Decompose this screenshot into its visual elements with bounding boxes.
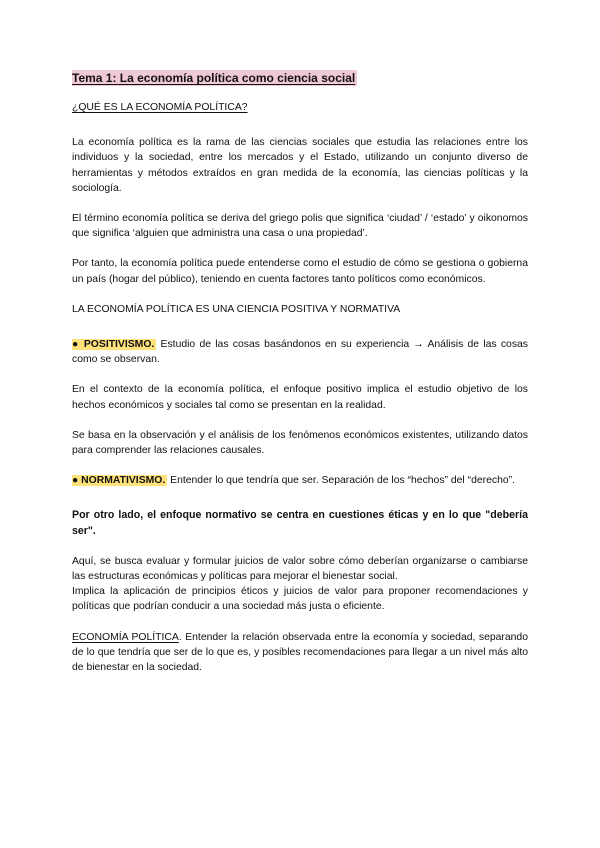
positivismo-text: Estudio de las cosas basándonos en su experiencia → Análisis de las cosas como se observan. (72, 339, 528, 366)
document-title: Tema 1: La economía política como ciencia social (72, 71, 356, 85)
normativismo-text: Entender lo que tendría que ser. Separación de los “hechos” del “derecho”. (167, 475, 515, 487)
positivismo-term: ● POSITIVISMO. (72, 339, 155, 351)
paragraph-principios: Implica la aplicación de principios éticos y juicios de valor para proponer recomendaciones y políticas que podrían conducir a una sociedad más justa o eficiente. (72, 586, 528, 613)
paragraph-etimologia: El término economía política se deriva del griego polis que significa ‘ciudad’ / ‘estado’ y oikonomos que significa ‘alguien que administra una casa o una propiedad’. (72, 213, 528, 240)
section-heading-ciencia: LA ECONOMÍA POLÍTICA ES UNA CIENCIA POSITIVA Y NORMATIVA (72, 303, 401, 315)
paragraph-evaluar: Aquí, se busca evaluar y formular juicios de valor sobre cómo deberían organizarse o cambiarse las estructuras económicas y políticas para mejorar el bienestar social. (72, 555, 528, 583)
paragraph-positivismo (72, 337, 528, 367)
normativismo-term: ● NORMATIVISMO. (72, 475, 166, 487)
paragraph-observacion: Se basa en la observación y el análisis de los fenómenos económicos existentes, utilizando datos para comprender las relaciones causales. (72, 429, 528, 457)
section-heading-que-es: ¿QUÉ ES LA ECONOMÍA POLÍTICA? (72, 102, 248, 113)
economia-politica-term: ECONOMÍA POLÍTICA (72, 631, 179, 643)
paragraph-economia-politica (72, 630, 528, 676)
paragraph-por-tanto: Por tanto, la economía política puede entenderse como el estudio de cómo se gestiona o gobierna un país (hogar del público), teniendo en cuenta factores tanto políticos como económicos. (72, 258, 528, 285)
paragraph-enfoque-positivo: En el contexto de la economía política, el enfoque positivo implica el estudio objetivo de los hechos económicos y sociales tal como se presentan en la realidad. (72, 384, 528, 411)
paragraph-enfoque-normativo: Por otro lado, el enfoque normativo se centra en cuestiones éticas y en lo que "debería ser". (72, 509, 528, 537)
paragraph-definicion: La economía política es la rama de las ciencias sociales que estudia las relaciones entre los individuos y la sociedad, entre los mercados y el Estado, utilizando un conjunto diverso de herramientas y métodos extraídos en gran medida de la economía, las ciencias políticas y la sociología. (72, 137, 528, 194)
paragraph-normativismo (72, 473, 528, 488)
economia-politica-text: . Entender la relación observada entre la economía y sociedad, separando de lo que tendría que ser de lo que es, y posibles recomendaciones para llegar a un nivel más alto de bienestar en la sociedad. (72, 631, 528, 674)
